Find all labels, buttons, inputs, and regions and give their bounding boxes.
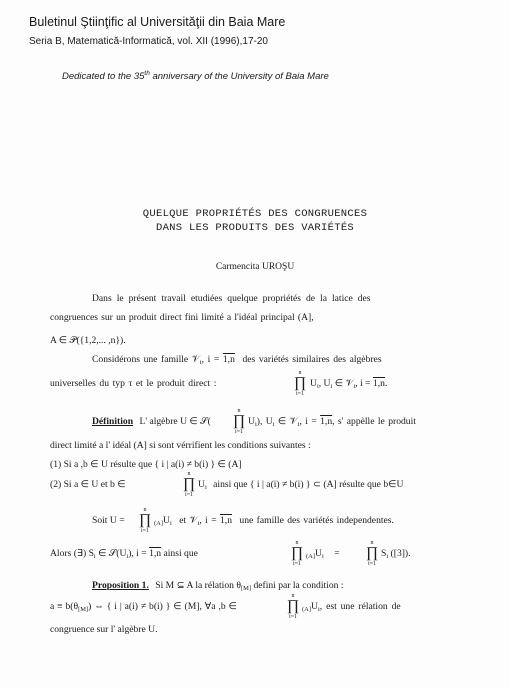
p2-range: 1,n	[222, 354, 235, 365]
proposition-label: Proposition 1.	[92, 580, 149, 591]
product-sign: ∏	[286, 598, 300, 614]
alors-middle	[306, 548, 340, 560]
proposition-line-2-end	[302, 601, 401, 613]
formula-sub: i	[330, 383, 333, 390]
formula-text: S	[381, 548, 387, 559]
dedication-sup: th	[144, 70, 150, 77]
formula-text: U	[198, 479, 205, 490]
product-symbol	[182, 471, 196, 498]
formula-range: 1,n	[320, 416, 333, 427]
formula-text: Alors (∃) S	[50, 548, 94, 559]
formula-text: .	[384, 378, 388, 389]
proposition-text: defini par la condition :	[251, 580, 344, 591]
formula-sub: i	[353, 383, 356, 390]
product-sign: ∏	[293, 375, 307, 391]
soit-start: Soit U =	[92, 515, 125, 526]
proposition-line-1	[92, 580, 344, 592]
condition-2-start: (2) Si a ∈ U et b ∈	[50, 479, 126, 490]
p2-sub: i	[199, 359, 202, 366]
p2-text: des variétés similaires des algèbres	[242, 354, 382, 365]
product-lower-limit: i=1	[367, 561, 377, 567]
product-upper-limit: n	[237, 408, 241, 414]
alors-end	[381, 548, 411, 560]
product-lower-limit: i=1	[292, 561, 302, 567]
formula-sub: i	[297, 421, 300, 428]
definition-line-2: direct limité a l' idéal (A] si sont vérrifient les conditions suivantes :	[50, 440, 311, 451]
formula-text: U	[315, 548, 322, 559]
formula-text: a ≡ b(θ	[50, 601, 79, 612]
product-symbol	[293, 370, 307, 397]
product-upper-limit: n	[370, 540, 374, 546]
formula-sub: i	[126, 553, 129, 560]
alors-start	[50, 548, 198, 560]
formula-range: 1,n	[149, 548, 162, 559]
product-symbol	[290, 540, 304, 567]
formula-text: , s' appèlle le produit	[332, 416, 416, 427]
formula-sub: (A]	[306, 553, 316, 560]
paragraph-2-line-1	[92, 354, 382, 366]
product-lower-limit: i=1	[295, 391, 305, 397]
proposition-text: , est une rélation de	[319, 601, 401, 612]
formula-sub: i	[169, 520, 172, 527]
proposition-text: Si M ⊆ A la rélation θ	[155, 580, 241, 591]
formula-range: 1,n	[220, 515, 232, 526]
formula-sub: i	[197, 520, 200, 527]
formula-sub: (A]	[154, 520, 164, 527]
formula-text: ([3]).	[388, 548, 411, 559]
formula-text: ∈ 𝒱	[274, 416, 298, 427]
author-name: Carmencita UROŞU	[215, 262, 295, 272]
definition-line-1	[92, 416, 211, 427]
formula-text: ), i =	[128, 548, 150, 559]
formula-sub: i	[386, 553, 389, 560]
product-lower-limit: i=1	[140, 528, 150, 534]
product-sign: ∏	[232, 413, 246, 429]
product-sign: ∏	[290, 545, 304, 561]
product-upper-limit: n	[143, 507, 147, 513]
product-lower-limit: i=1	[288, 614, 298, 620]
dedication-text-1: Dedicated to the 35	[62, 71, 145, 83]
p2-text: Considérons une famille 𝒱	[92, 354, 200, 365]
proposition-line-2-start	[50, 601, 237, 613]
formula-text: ) ⇔ { i | a(i) ≠ b(i) } ∈ (M], ∀a ,b ∈	[88, 601, 237, 612]
product-upper-limit: n	[295, 540, 299, 546]
formula-sub: i	[272, 421, 275, 428]
formula-text: ), U	[256, 416, 273, 427]
formula-text: U	[163, 515, 170, 526]
formula-sub: i	[316, 383, 319, 390]
product-upper-limit: n	[291, 593, 295, 599]
product-symbol	[286, 593, 300, 620]
product-symbol	[138, 507, 152, 534]
soit-end	[154, 515, 394, 527]
formula-text: , i =	[355, 378, 373, 389]
product-lower-limit: i=1	[234, 429, 244, 435]
formula-sub: (A]	[302, 606, 312, 613]
product-symbol	[232, 408, 246, 435]
definition-label: Définition	[92, 416, 134, 427]
formula-text: ainsi que	[161, 548, 198, 559]
product-sign: ∏	[182, 476, 196, 492]
formula-text: U	[248, 416, 255, 427]
formula-sub: i	[254, 421, 257, 428]
p2-text: , i =	[201, 354, 223, 365]
paragraph-2-line-2-formula	[310, 378, 387, 390]
formula-text: , i =	[299, 416, 321, 427]
formula-range: 1,n	[372, 378, 385, 389]
formula-text: U	[311, 601, 318, 612]
p2-text: universelles du typ τ et le produit direct :	[50, 378, 217, 389]
formula-sub: i	[204, 484, 207, 491]
condition-1: (1) Si a ,b ∈ U résulte que { i | a(i) ≠ b(i) } ∈ (A]	[50, 459, 242, 470]
formula-sub: [M]	[240, 585, 252, 592]
dedication-text-2: anniversary of the University of Baia Mare	[149, 71, 329, 83]
formula-text: ∈ 𝒱	[332, 378, 354, 389]
soit-text: une famille des variétés independentes.	[239, 515, 394, 526]
paragraph-1-line-1: Dans le présent travail etudiées quelque propriétés de la latice des	[92, 293, 371, 304]
dedication	[62, 70, 329, 82]
article-title-line-2: DANS LES PRODUITS DES VARIÉTÉS	[155, 222, 355, 234]
paragraph-1-line-2: congruences sur un produit direct fini limité a l'idéal principal (A],	[50, 312, 314, 323]
definition-text: L' algèbre U ∈ 𝒮(	[139, 416, 211, 427]
journal-series: Seria B, Matematică-Informatică, vol. XII (1996),17-20	[29, 36, 268, 47]
definition-line-1-formula	[248, 416, 416, 428]
condition-2-end	[198, 479, 403, 491]
paragraph-2-line-2	[50, 378, 216, 389]
formula-sub: i	[321, 553, 324, 560]
proposition-line-3: congruence sur l' algèbre U.	[50, 624, 158, 635]
article-title-line-1: QUELQUE PROPRIÉTÉS DES CONGRUENCES	[142, 208, 368, 220]
paragraph-1-line-3: A ∈ 𝒫({1,2,... ,n}).	[50, 335, 126, 346]
formula-text: U	[310, 378, 317, 389]
formula-text: ∈ 𝒮(U	[95, 548, 127, 559]
formula-sub: i	[317, 606, 320, 613]
condition-text: ainsi que { i | a(i) ≠ b(i) } ⊂ (A] résulte que b∈U	[213, 479, 404, 490]
product-sign: ∏	[138, 512, 152, 528]
product-upper-limit: n	[298, 370, 302, 376]
formula-text: =	[334, 548, 340, 559]
formula-text: et 𝒱	[179, 515, 198, 526]
product-symbol	[365, 540, 379, 567]
formula-text: , U	[318, 378, 331, 389]
formula-sub: i	[93, 553, 96, 560]
journal-name: Buletinul Ştiinţific al Universităţii din Baia Mare	[29, 15, 286, 29]
formula-sub: [M]	[78, 606, 89, 613]
product-upper-limit: n	[187, 471, 191, 477]
product-lower-limit: i=1	[184, 492, 194, 498]
product-sign: ∏	[365, 545, 379, 561]
formula-text: , i =	[199, 515, 220, 526]
